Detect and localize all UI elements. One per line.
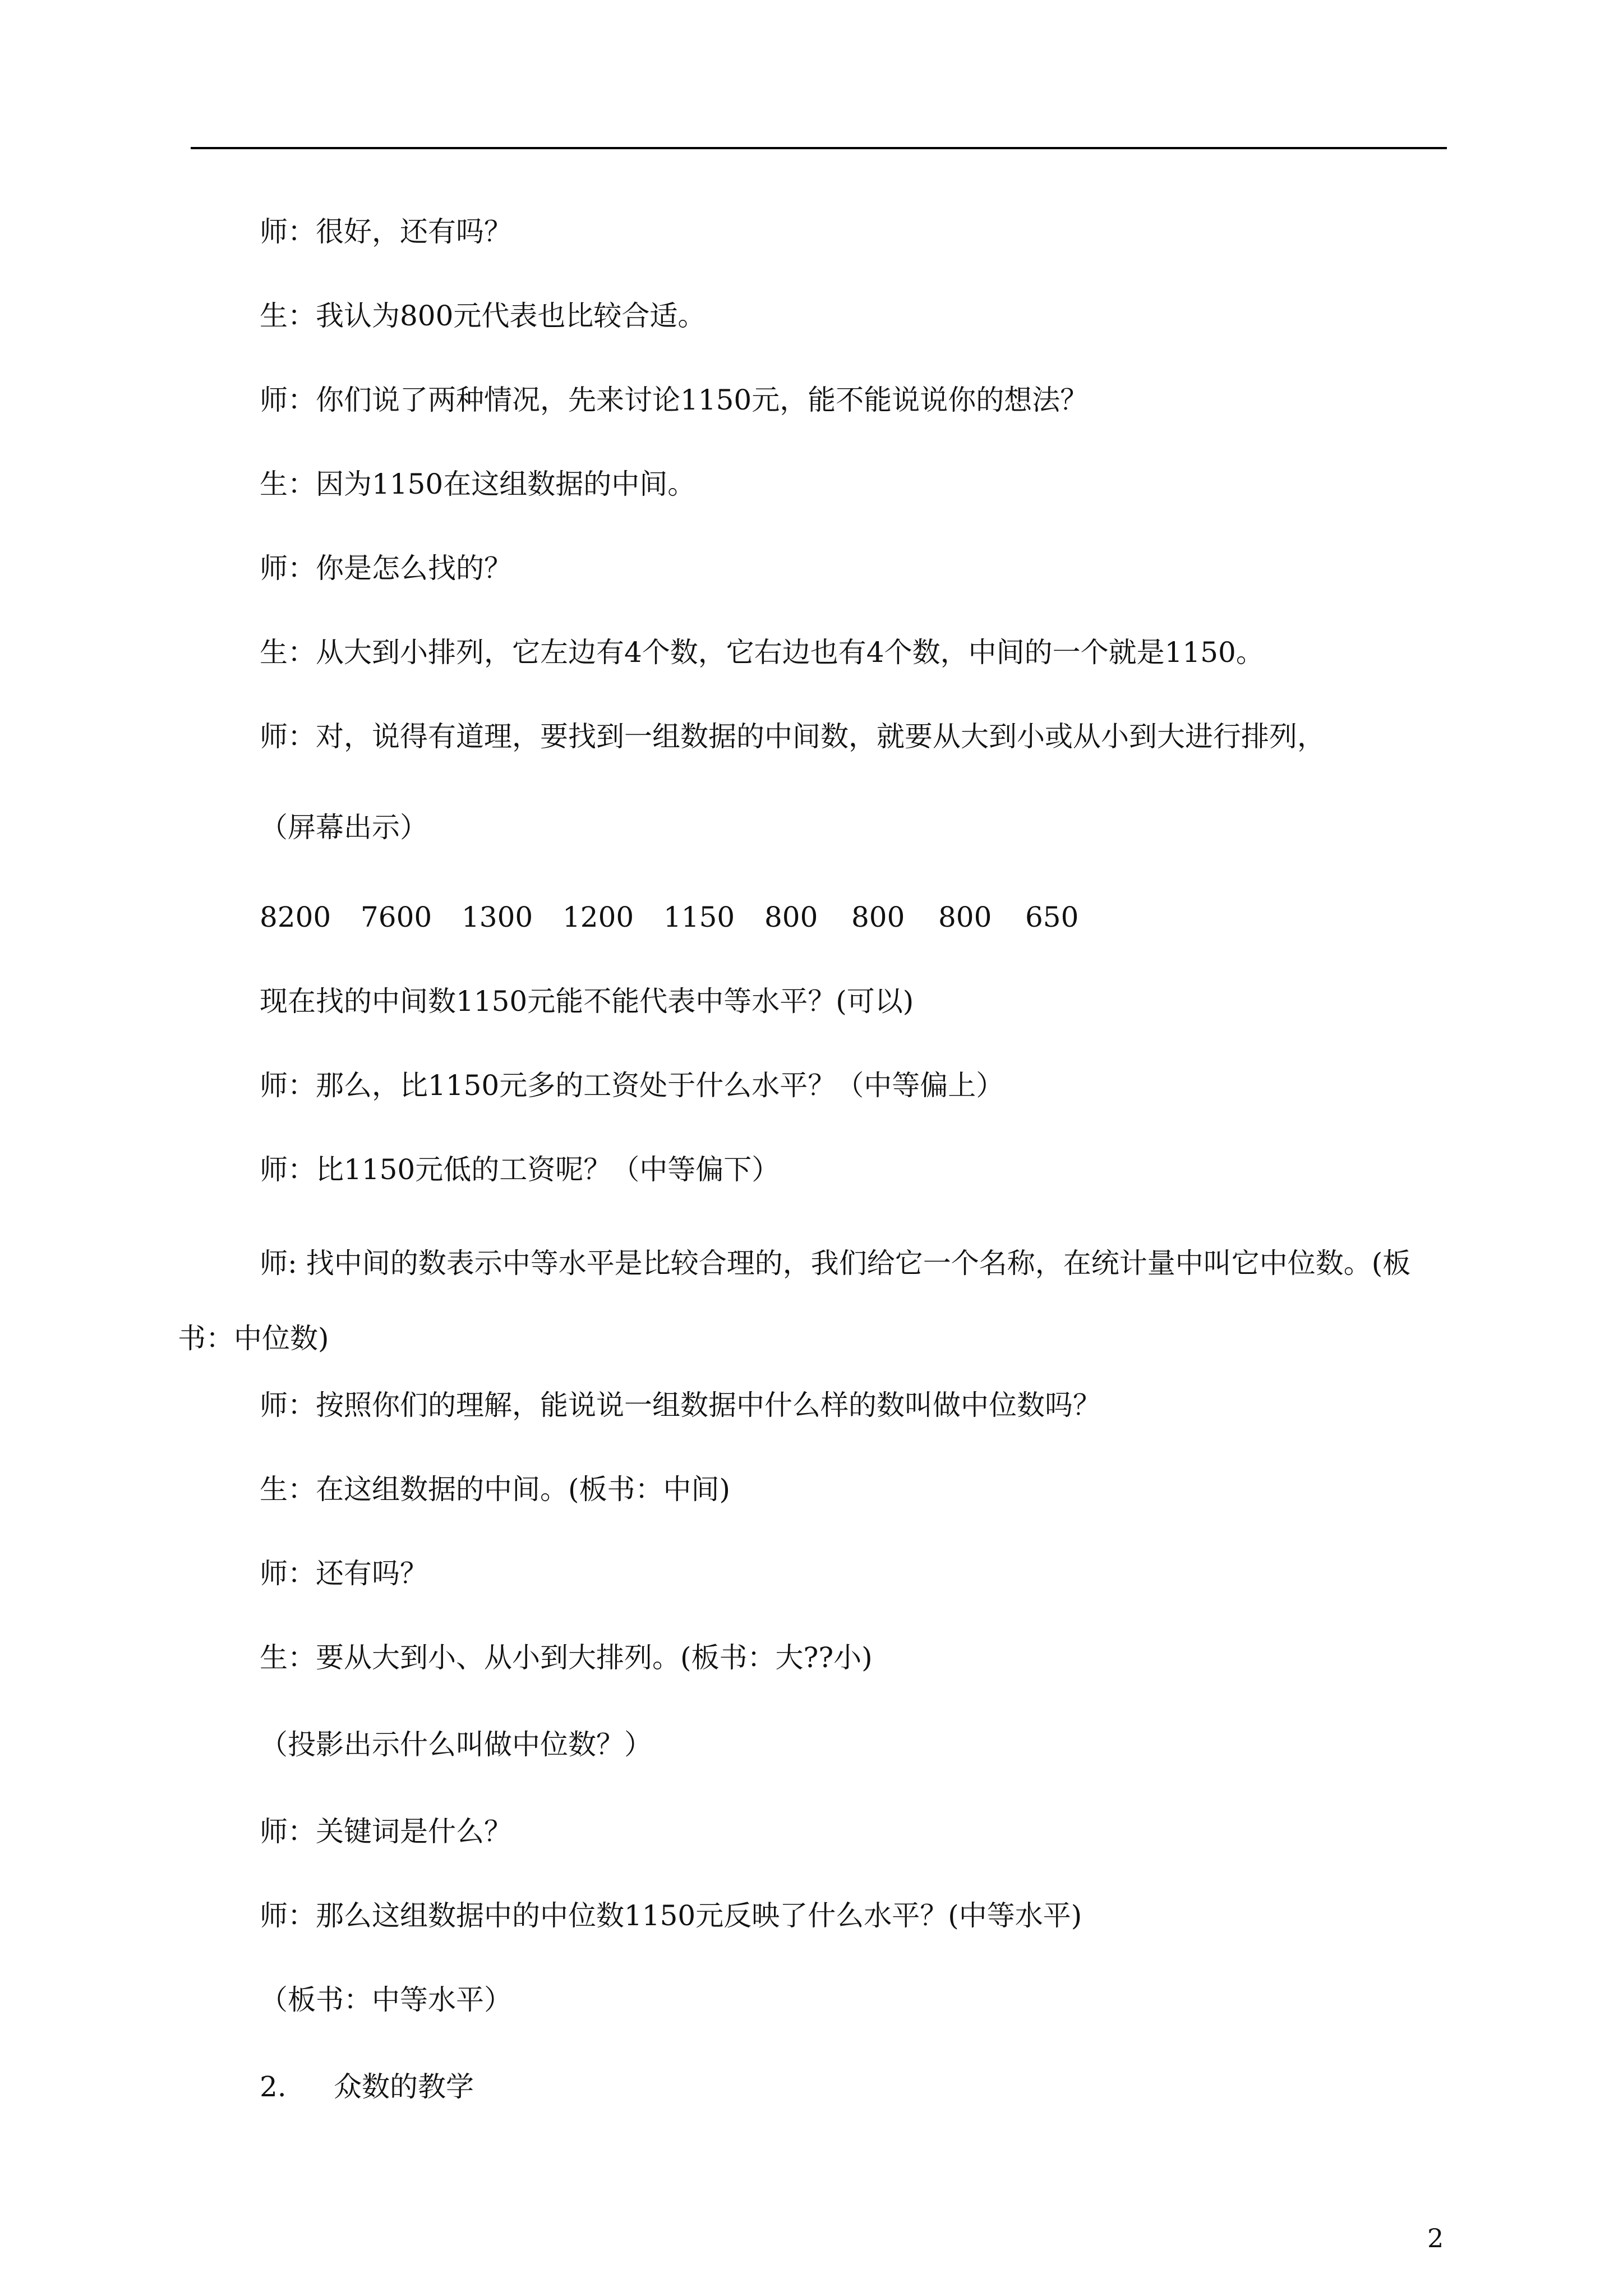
sequence-number: 1200 xyxy=(562,901,634,933)
header-rule xyxy=(191,147,1447,149)
dialogue-line: 师：按照你们的理解，能说说一组数据中什么样的数叫做中位数吗？ xyxy=(260,1389,1101,1421)
section-title: 众数的教学 xyxy=(334,2070,474,2103)
dialogue-line: 生：在这组数据的中间。(板书：中间) xyxy=(260,1473,731,1506)
dialogue-line: 师：很好，还有吗？ xyxy=(260,215,512,248)
sequence-number: 800 xyxy=(851,901,905,933)
paragraph-line-1: 师: 找中间的数表示中等水平是比较合理的，我们给它一个名称，在统计量中叫它中位数。(板 xyxy=(260,1247,1411,1280)
sequence-number: 800 xyxy=(938,901,992,933)
sequence-number: 800 xyxy=(764,901,818,933)
dialogue-line: （投影出示什么叫做中位数？） xyxy=(260,1728,652,1761)
dialogue-line: 生：从大到小排列，它左边有4个数，它右边也有4个数，中间的一个就是1150。 xyxy=(260,636,1264,669)
dialogue-line: 师：关键词是什么？ xyxy=(260,1815,512,1848)
page-number: 2 xyxy=(1427,2223,1444,2253)
dialogue-line: 师：比1150元低的工资呢？（中等偏下） xyxy=(260,1153,780,1186)
dialogue-line: 现在找的中间数1150元能不能代表中等水平？(可以) xyxy=(260,985,914,1018)
sequence-number: 7600 xyxy=(361,901,432,933)
dialogue-line: 师：你们说了两种情况，先来讨论1150元，能不能说说你的想法？ xyxy=(260,384,1089,416)
paragraph-line-2: 书：中位数) xyxy=(178,1322,329,1355)
dialogue-line: 师：那么，比1150元多的工资处于什么水平？（中等偏上） xyxy=(260,1069,1004,1102)
sequence-number: 1150 xyxy=(663,901,735,933)
sequence-number: 650 xyxy=(1025,901,1079,933)
dialogue-line: 生：因为1150在这组数据的中间。 xyxy=(260,468,696,500)
dialogue-line: （屏幕出示） xyxy=(260,811,428,844)
dialogue-line: 师：对，说得有道理，要找到一组数据的中间数，就要从大到小或从小到大进行排列， xyxy=(260,720,1325,753)
sequence-number: 8200 xyxy=(260,901,331,933)
wrapped-paragraph xyxy=(178,1226,1454,1376)
dialogue-line: 生：我认为800元代表也比较合适。 xyxy=(260,300,706,332)
dialogue-line: 师：还有吗？ xyxy=(260,1557,428,1590)
sequence-number: 1300 xyxy=(462,901,533,933)
dialogue-line: 师：那么这组数据中的中位数1150元反映了什么水平？(中等水平) xyxy=(260,1899,1082,1932)
dialogue-line: 生：要从大到小、从小到大排列。(板书：大??小) xyxy=(260,1641,873,1674)
section-number: 2. xyxy=(260,2070,287,2103)
dialogue-line: 师：你是怎么找的？ xyxy=(260,552,512,585)
dialogue-line: （板书：中等水平） xyxy=(260,1984,512,2016)
